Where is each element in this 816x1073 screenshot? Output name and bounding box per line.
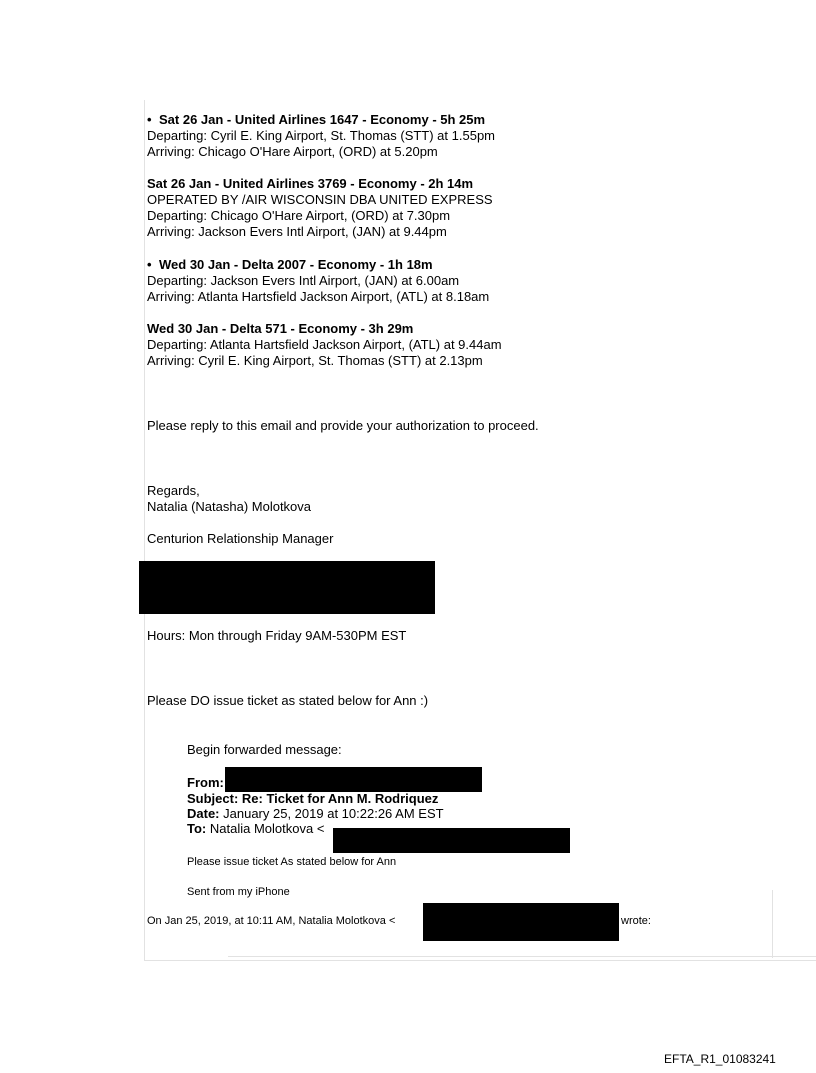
redaction-quote-email xyxy=(423,903,619,941)
signature-name: Natalia (Natasha) Molotkova xyxy=(147,499,312,514)
flight-1-departing: Departing: Cyril E. King Airport, St. Thomas (STT) at 1.55pm xyxy=(147,128,495,143)
date-label: Date: xyxy=(187,806,220,821)
bullet: • xyxy=(147,257,152,272)
date-value: January 25, 2019 at 10:22:26 AM EST xyxy=(223,806,444,821)
quote-attribution-suffix: wrote: xyxy=(621,915,651,927)
hours: Hours: Mon through Friday 9AM-530PM EST xyxy=(147,628,407,643)
to-value: Natalia Molotkova < xyxy=(209,821,325,836)
flight-4-departing: Departing: Atlanta Hartsfield Jackson Airport, (ATL) at 9.44am xyxy=(147,337,502,352)
subject-value: Re: Ticket for Ann M. Rodriquez xyxy=(241,791,439,806)
left-margin-rule xyxy=(144,100,145,960)
subject-label: Subject: xyxy=(187,791,239,806)
flight-3-header xyxy=(147,257,433,273)
forwarded-to xyxy=(187,821,324,837)
forwarded-date xyxy=(187,806,444,822)
flight-1-header xyxy=(147,112,485,128)
forwarded-subject xyxy=(187,791,438,807)
forwarded-from-label: From: xyxy=(187,775,224,790)
flight-4-header: Wed 30 Jan - Delta 571 - Economy - 3h 29m xyxy=(147,321,414,336)
quote-attribution-prefix: On Jan 25, 2019, at 10:11 AM, Natalia Molotkova < xyxy=(147,915,396,927)
signature-title: Centurion Relationship Manager xyxy=(147,531,334,546)
quote-rule xyxy=(228,956,816,957)
quote-right-rule xyxy=(772,890,773,958)
bullet: • xyxy=(147,112,152,127)
flight-2-arriving: Arriving: Jackson Evers Intl Airport, (JAN) at 9.44pm xyxy=(147,224,447,239)
redaction-contact-block xyxy=(139,561,435,614)
forwarded-body: Please issue ticket As stated below for Ann xyxy=(187,856,397,868)
flight-3-departing: Departing: Jackson Evers Intl Airport, (JAN) at 6.00am xyxy=(147,273,460,288)
regards: Regards, xyxy=(147,483,200,498)
flight-1-arriving: Arriving: Chicago O'Hare Airport, (ORD) at 5.20pm xyxy=(147,144,438,159)
redaction-from xyxy=(225,767,482,792)
flight-3-arriving: Arriving: Atlanta Hartsfield Jackson Airport, (ATL) at 8.18am xyxy=(147,289,490,304)
issue-instruction: Please DO issue ticket as stated below for Ann :) xyxy=(147,693,429,708)
redaction-to-email xyxy=(333,828,570,853)
flight-4-arriving: Arriving: Cyril E. King Airport, St. Thomas (STT) at 2.13pm xyxy=(147,353,483,368)
reply-request: Please reply to this email and provide your authorization to proceed. xyxy=(147,418,539,433)
flight-2-header: Sat 26 Jan - United Airlines 3769 - Economy - 2h 14m xyxy=(147,176,474,191)
flight-header-text: Wed 30 Jan - Delta 2007 - Economy - 1h 18m xyxy=(159,257,433,272)
to-label: To: xyxy=(187,821,207,836)
flight-2-departing: Departing: Chicago O'Hare Airport, (ORD) at 7.30pm xyxy=(147,208,451,223)
sent-from: Sent from my iPhone xyxy=(187,886,290,898)
flight-2-operated-by: OPERATED BY /AIR WISCONSIN DBA UNITED EXPRESS xyxy=(147,192,493,207)
bottom-rule xyxy=(144,960,816,961)
forwarded-intro: Begin forwarded message: xyxy=(187,742,342,757)
flight-header-text: Sat 26 Jan - United Airlines 1647 - Economy - 5h 25m xyxy=(159,112,486,127)
document-id: EFTA_R1_01083241 xyxy=(664,1052,776,1066)
